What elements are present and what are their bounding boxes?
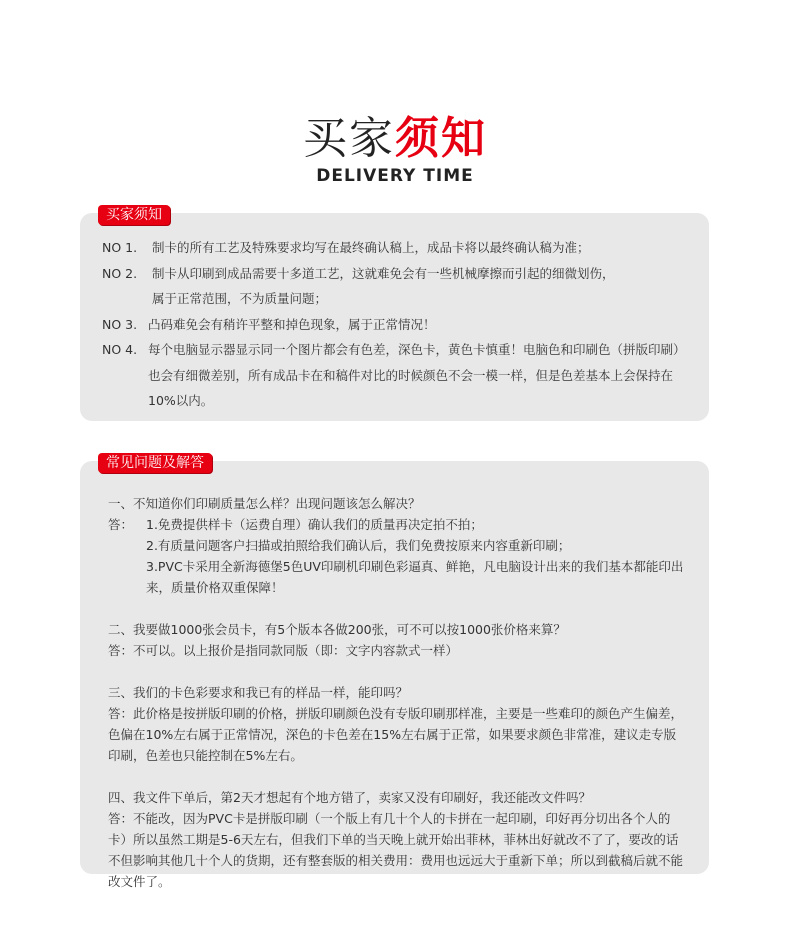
notice-item-cont xyxy=(102,363,702,389)
page-header xyxy=(0,112,790,186)
faq-item xyxy=(108,682,703,766)
faq-question: 四、我文件下单后，第2天才想起有个地方错了，卖家又没有印刷好，我还能改文件吗？ xyxy=(108,790,591,805)
faq-answer-line: 卡）所以虽然工期是5-6天左右，但我们下单的当天晚上就开始出菲林，菲林出好就改不了了，要改的话 xyxy=(108,832,679,847)
notice-text: 10%以内。 xyxy=(148,393,214,408)
notice-number: NO 3. xyxy=(102,316,138,332)
faq-answer-line: 2.有质量问题客户扫描或拍照给我们确认后，我们免费按原来内容重新印刷； xyxy=(146,538,571,553)
faq-answer-line: 答：不能改，因为PVC卡是拼版印刷（一个版上有几十个人的卡拼在一起印刷，印好再分切出各个人的 xyxy=(108,811,671,826)
notice-item xyxy=(102,337,702,363)
faq-panel xyxy=(80,455,709,889)
notice-text: 每个电脑显示器显示同一个图片都会有色差，深色卡，黄色卡慎重！电脑色和印刷色（拼版印刷） xyxy=(148,342,686,357)
page-subtitle: DELIVERY TIME xyxy=(316,166,474,186)
page-title xyxy=(0,112,790,166)
notice-tag: 买家须知 xyxy=(98,205,170,225)
faq-item xyxy=(108,787,703,892)
faq-answer-line: 色偏在10%左右属于正常情况，深色的卡色差在15%左右属于正常，如果要求颜色非常准，建议走专版 xyxy=(108,727,677,742)
notice-text: 也会有细微差别，所有成品卡在和稿件对比的时候颜色不会一模一样，但是色差基本上会保持在 xyxy=(148,367,674,383)
notice-text: 制卡的所有工艺及特殊要求均写在最终确认稿上，成品卡将以最终确认稿为准； xyxy=(152,240,590,255)
faq-question: 三、我们的卡色彩要求和我已有的样品一样，能印吗？ xyxy=(108,685,409,700)
faq-answer-line: 改文件了。 xyxy=(108,874,171,889)
notice-item xyxy=(102,261,702,287)
notice-item xyxy=(102,312,702,338)
notice-number: NO 2. xyxy=(102,265,138,281)
faq-answer-line: 不但影响其他几十个人的货期，还有整套版的相关费用：费用也远远大于重新下单；所以到截稿后就不能 xyxy=(108,853,684,868)
notice-number: NO 4. xyxy=(102,342,138,357)
notice-item-cont xyxy=(102,388,702,414)
faq-list xyxy=(108,493,703,913)
faq-answer-line: 3.PVC卡采用全新海德堡5色UV印刷机印刷色彩逼真、鲜艳，凡电脑设计出来的我们基本都能印出 xyxy=(146,559,684,574)
faq-answer-line xyxy=(108,514,703,535)
faq-question: 一、不知道你们印刷质量怎么样？出现问题该怎么解决？ xyxy=(108,496,421,511)
notice-text: 属于正常范围，不为质量问题； xyxy=(152,291,328,306)
notice-panel xyxy=(80,207,709,421)
faq-tag: 常见问题及解答 xyxy=(98,453,212,473)
faq-question: 二、我要做1000张会员卡，有5个版本各做200张，可不可以按1000张价格来算？ xyxy=(108,622,566,637)
faq-item xyxy=(108,493,703,598)
faq-answer-text: 1.免费提供样卡（运费自理）确认我们的质量再决定拍不拍； xyxy=(146,517,483,532)
notice-text: 制卡从印刷到成品需要十多道工艺，这就难免会有一些机械摩擦而引起的细微划伤， xyxy=(152,265,615,281)
faq-answer-prefix: 答： xyxy=(108,517,134,532)
faq-answer-line: 答：不可以。以上报价是指同款同版（即：文字内容款式一样） xyxy=(108,643,459,658)
faq-item xyxy=(108,619,703,661)
notice-list xyxy=(102,235,702,414)
notice-item-cont xyxy=(102,286,702,312)
faq-answer-line: 答：此价格是按拼版印刷的价格，拼版印刷颜色没有专版印刷那样准，主要是一些难印的颜色产生偏差， xyxy=(108,706,684,721)
notice-text: 凸码难免会有稍许平整和掉色现象，属于正常情况！ xyxy=(148,316,436,332)
faq-answer-line: 来，质量价格双重保障！ xyxy=(146,580,284,595)
title-part-notice: 须知 xyxy=(395,113,487,164)
notice-number: NO 1. xyxy=(102,240,138,255)
notice-item xyxy=(102,235,702,261)
faq-answer-line: 印刷，色差也只能控制在5%左右。 xyxy=(108,748,303,763)
title-part-buyer: 买家 xyxy=(303,113,395,164)
